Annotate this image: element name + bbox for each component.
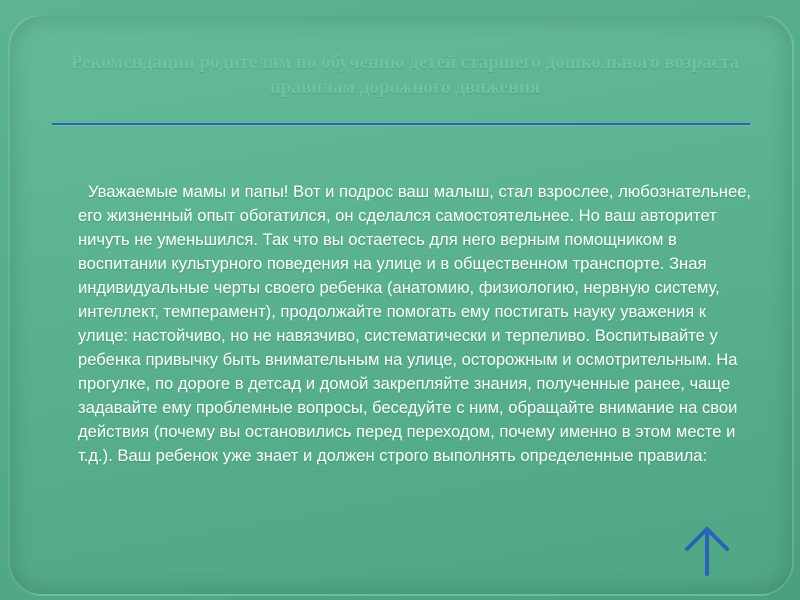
arrow-up-icon (681, 524, 733, 576)
title-divider (52, 123, 750, 125)
slide-body-text: Уважаемые мамы и папы! Вот и подрос ваш малыш, стал взрослее, любознательнее, его жизненный опыт обогатился, он сделался самостоятельнее. Но ваш авторитет ничуть не уменьшился. Так что вы остаетесь для него верным помощником в воспитании культурного поведения на улице и в общественном транспорте. Зная индивидуальные черты своего ребенка (анатомию, физиологию, нервную систему, интеллект, темперамент), продолжайте помогать ему постигать науку уважения к улице: настойчиво, но не навязчиво, систематически и терпеливо. Воспитывайте у ребенка привычку быть внимательным на улице, осторожным и осмотрительным. На прогулке, по дороге в детсад и домой закрепляйте знания, полученные ранее, чаще задавайте ему проблемные вопросы, беседуйте с ним, обращайте внимание на свои действия (почему вы остановились перед переходом, почему именно в этом месте и т.д.). Ваш ребенок уже знает и должен строго выполнять определенные правила: (78, 182, 752, 465)
slide-title: Рекомендации родителям по обучению детей старшего дошкольного возраста правилам дорожного движения (70, 52, 740, 98)
nav-up-button[interactable] (681, 524, 733, 576)
